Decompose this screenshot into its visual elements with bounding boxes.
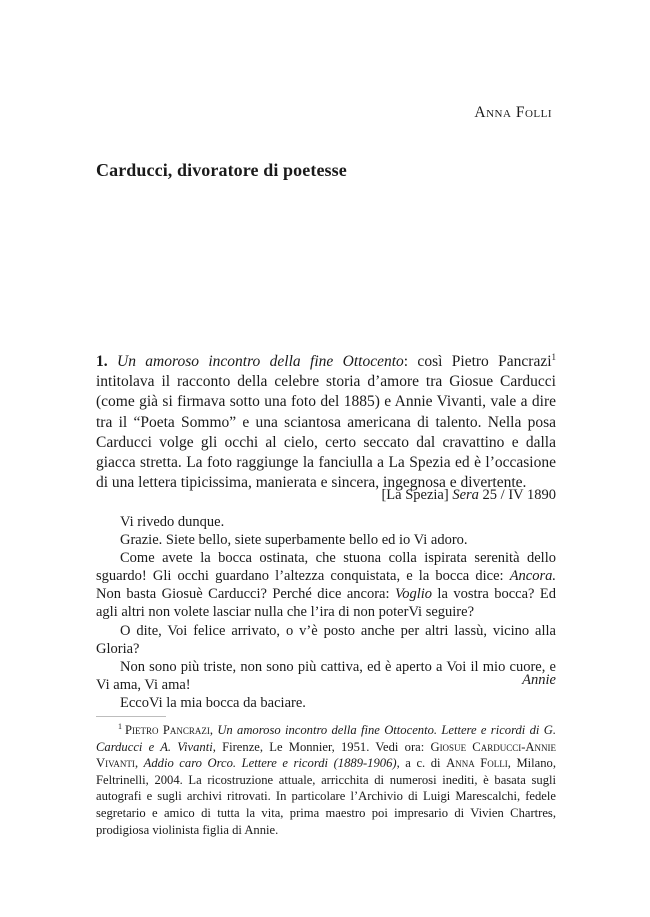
footnote-editor: Anna Folli: [446, 756, 508, 771]
section-number: 1.: [96, 353, 108, 370]
running-header-author: Anna Folli: [474, 104, 552, 121]
letter-quotation: [96, 513, 556, 712]
letter-emphasis: Voglio: [394, 586, 432, 603]
section-heading: Un amoroso incontro della fine Ottocento: [117, 353, 404, 370]
paragraph-text-part-a: : così Pietro Pancrazi: [403, 353, 552, 370]
letter-signature: Annie: [522, 672, 556, 688]
footnote-text: ,: [134, 756, 144, 771]
footnote-book-title: Un amoroso incontro della fine Ottocento. Lettere e ricordi di G. Carducci e A. Vivanti: [96, 723, 556, 754]
dateline-date: 25 / IV 1890: [478, 487, 556, 503]
footnote-text: , Milano, Feltrinelli, 2004. La ricostruzione attuale, arricchita di numerosi inediti, è basata sugli autografi e sugli archivi ritrovati. In particolare l’Archivio di Luigi Marescalchi, fedele segretario e amico di tutta la vita, prima maestro poi impresario di Vivien Chartres, prodigiosa violinista figlia di Annie.: [96, 756, 557, 837]
letter-text: Non basta Giosuè Carducci? Perché dice ancora:: [96, 586, 395, 603]
footnote-book-title: Addio caro Orco. Lettere e ricordi (1889-1906): [143, 756, 397, 771]
paragraph-text-part-b: intitolava il racconto della celebre storia d’amore tra Giosue Carducci (come già si firmava sotto una foto del 1885) e Annie Vivanti, vale a dire tra il “Poeta Sommo” e una sciantosa americana di talento. Nella posa Carducci volge gli occhi al cielo, certo seccato dal cravattino e dalla giacca stretta. La foto raggiunge la fanciulla a La Spezia ed è l’occasione di una lettera tipicissima, manierata e sincera, ingegnosa e divertente.: [96, 373, 556, 492]
footnote-reference[interactable]: 1: [551, 351, 557, 362]
dateline-place: [La Spezia]: [381, 487, 453, 503]
article-title: Carducci, divoratore di poetesse: [96, 160, 347, 180]
footnote-text: , Firenze, Le Monnier, 1951. Vedi ora:: [212, 739, 431, 754]
footnote-divider: [96, 716, 166, 717]
letter-paragraph: Vi rivedo dunque.: [120, 514, 225, 530]
footnote-author: Giosue Carducci-Annie Vivanti: [96, 739, 556, 771]
footnote-author: Pietro Pancrazi: [125, 723, 210, 737]
footnote-number: 1: [118, 721, 122, 731]
section-1-paragraph: [96, 352, 556, 493]
letter-dateline: [381, 487, 556, 504]
dateline-time: Sera: [452, 487, 479, 503]
letter-paragraph: EccoVi la mia bocca da baciare.: [120, 694, 306, 711]
letter-text: Come avete la bocca ostinata, che stuona colla ispirata serenità dello sguardo! Gli occhi guardano l’altezza conquistata, e la bocca dice:: [96, 550, 556, 585]
footnote-text: , a c. di: [396, 756, 447, 771]
letter-paragraph: [96, 549, 556, 621]
letter-paragraph: Non sono più triste, non sono più cattiva, ed è aperto a Voi il mio cuore, e Vi ama, Vi ama!: [96, 658, 556, 693]
letter-paragraph: O dite, Voi felice arrivato, o v’è posto anche per altri lassù, vicino alla Gloria?: [96, 622, 556, 657]
letter-paragraph: Grazie. Siete bello, siete superbamente bello ed io Vi adoro.: [120, 532, 468, 549]
letter-text: la vostra bocca? Ed agli altri non volete lasciar nulla che l’ira di non poterVi seguire?: [96, 586, 556, 621]
letter-emphasis: Ancora.: [509, 568, 556, 585]
footnote-text: ,: [209, 723, 218, 737]
footnote-1: [96, 722, 556, 838]
